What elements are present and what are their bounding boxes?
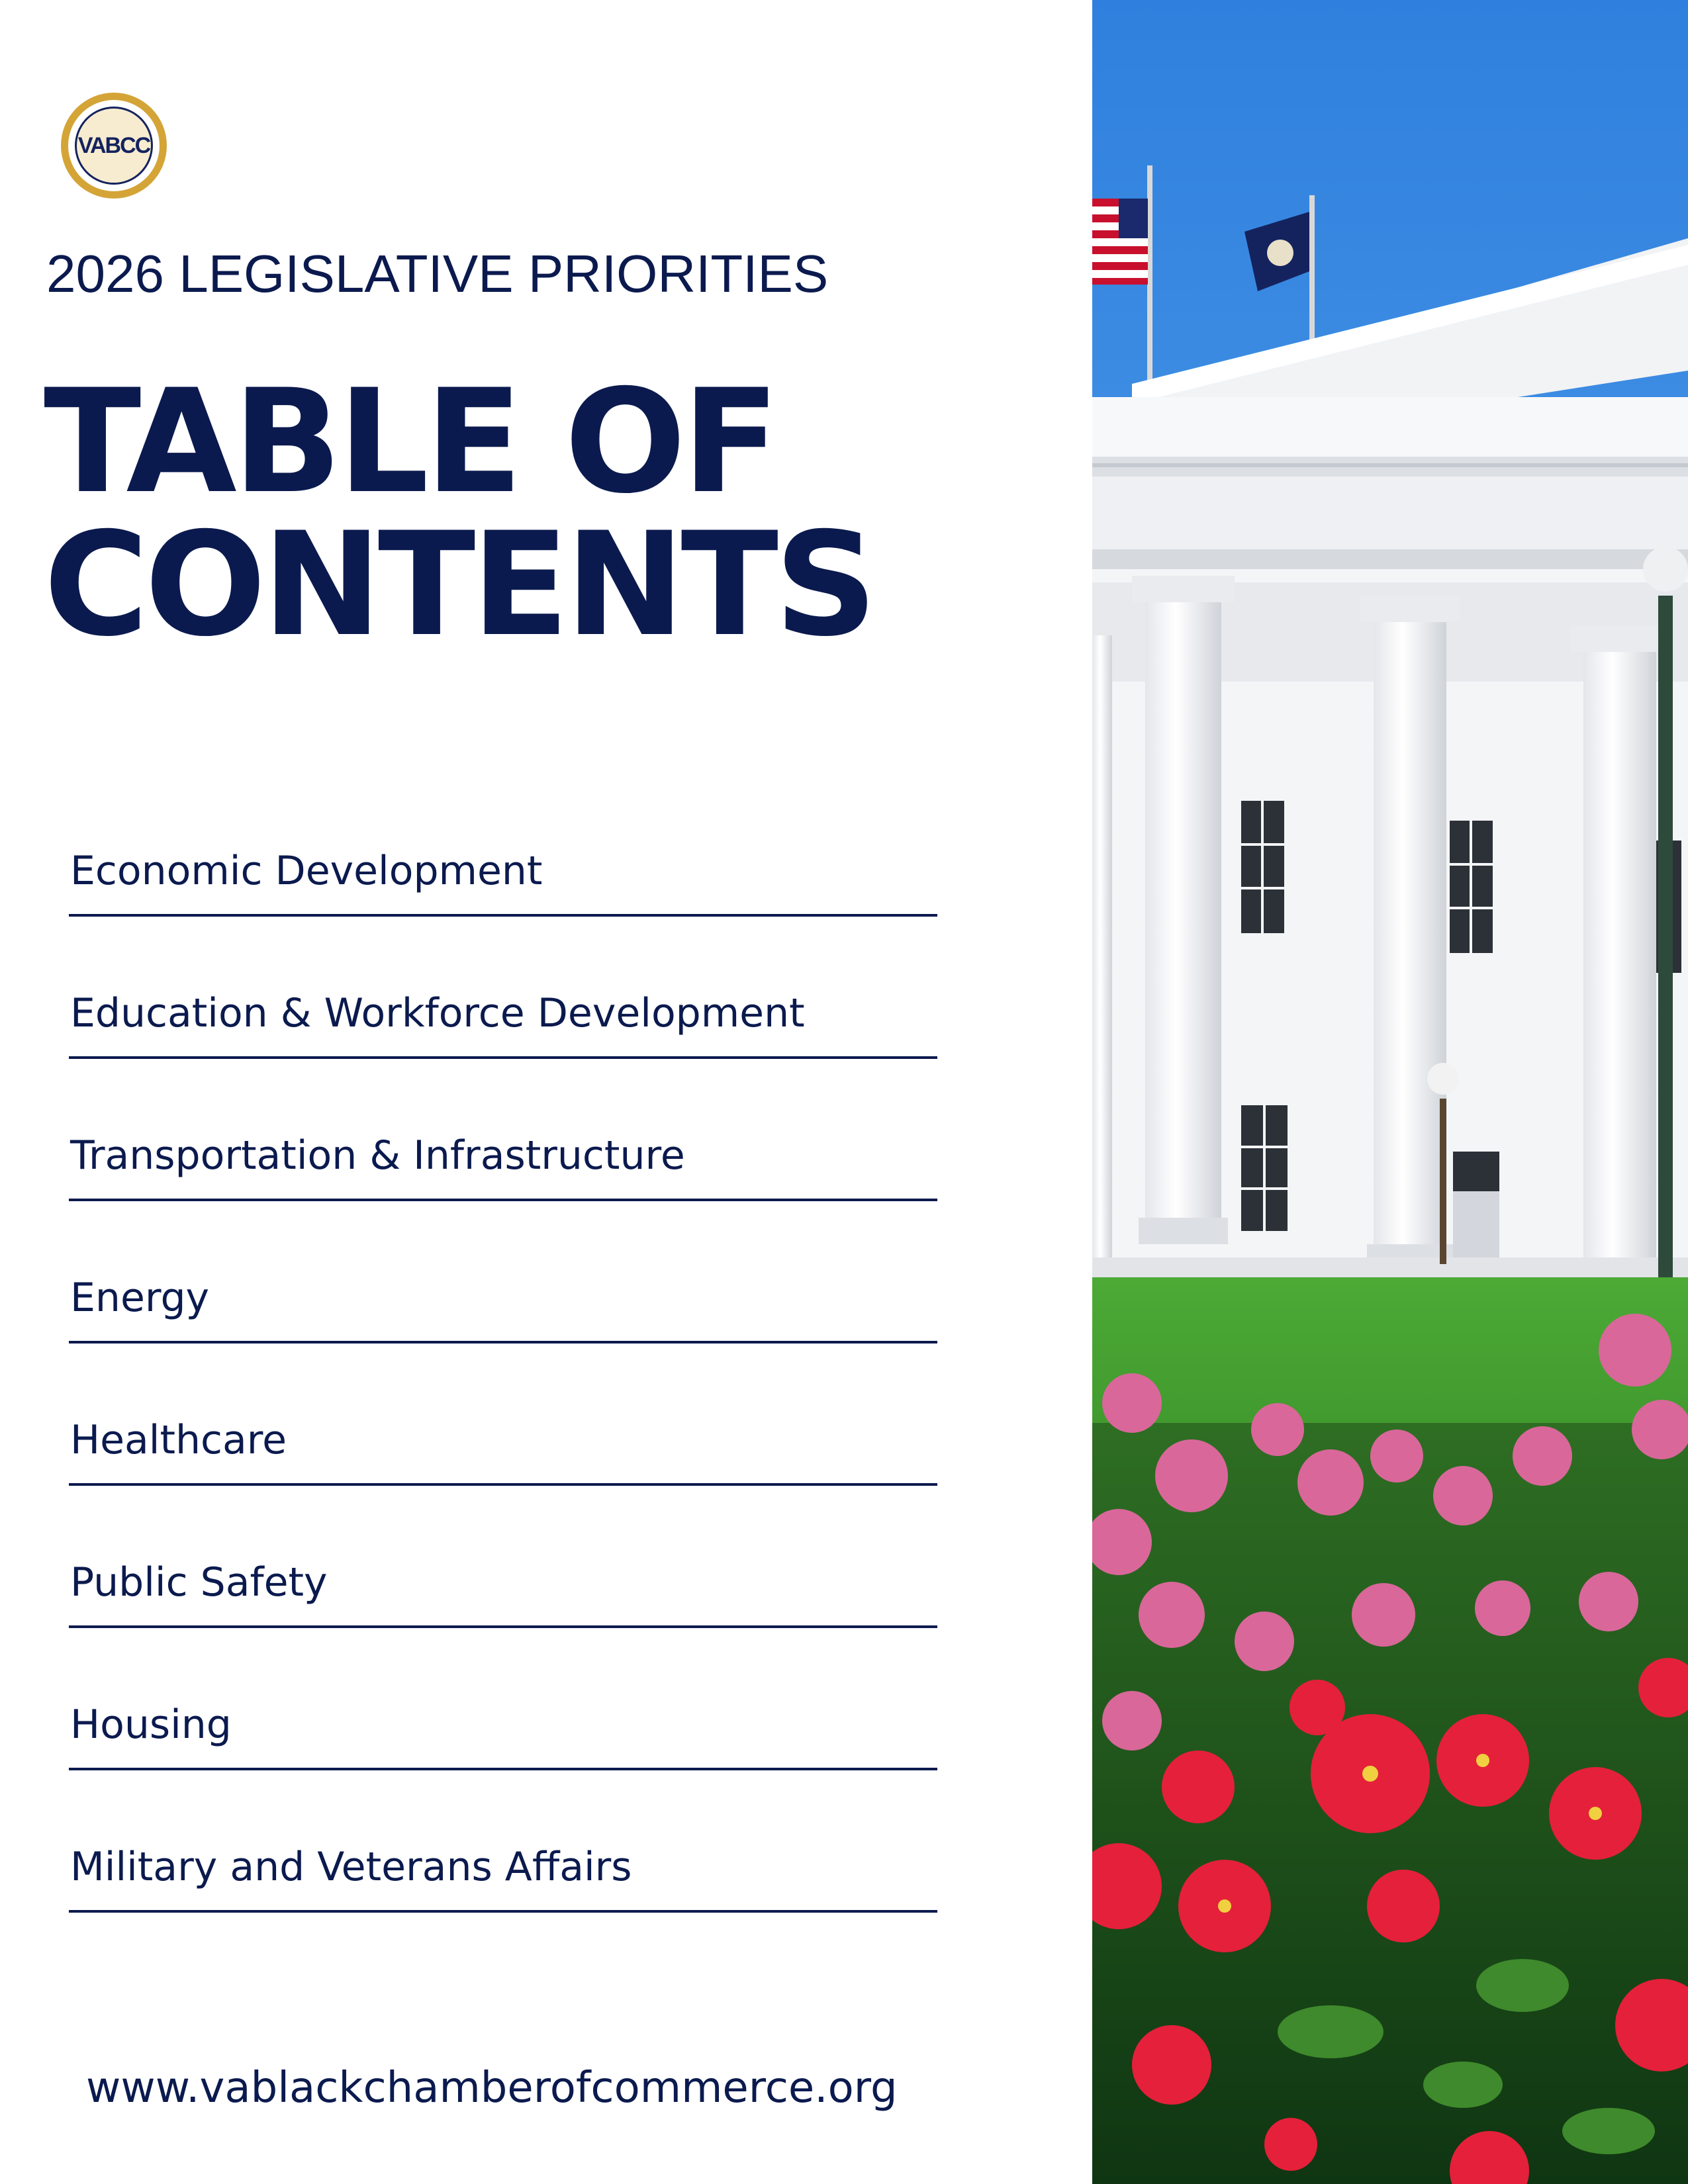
toc-item-label: Education & Workforce Development [70, 990, 805, 1036]
logo-text: VABCC [77, 132, 150, 158]
table-of-contents [69, 774, 937, 1913]
page-title-line-2: CONTENTS [44, 502, 874, 668]
toc-item-label: Transportation & Infrastructure [70, 1132, 685, 1179]
toc-item-energy[interactable] [69, 1201, 937, 1343]
toc-item-label: Military and Veterans Affairs [70, 1844, 632, 1890]
toc-item-label: Healthcare [70, 1417, 287, 1463]
toc-item-economic-development[interactable] [69, 774, 937, 917]
toc-item-label: Economic Development [70, 848, 543, 894]
toc-item-education-workforce[interactable] [69, 917, 937, 1059]
vabcc-logo [61, 93, 167, 199]
website-link[interactable]: www.vablackchamberofcommerce.org [86, 2064, 898, 2113]
toc-item-label: Public Safety [70, 1559, 328, 1606]
toc-item-label: Housing [70, 1702, 232, 1748]
capitol-building-photo [1092, 0, 1688, 2184]
document-subtitle: 2026 LEGISLATIVE PRIORITIES [46, 244, 829, 303]
toc-item-military-veterans[interactable] [69, 1770, 937, 1913]
toc-item-transportation-infrastructure[interactable] [69, 1059, 937, 1201]
toc-item-healthcare[interactable] [69, 1343, 937, 1486]
toc-item-label: Energy [70, 1275, 210, 1321]
page-title-line-1: TABLE OF [44, 359, 776, 525]
toc-item-housing[interactable] [69, 1628, 937, 1770]
page-title [44, 359, 874, 668]
toc-item-public-safety[interactable] [69, 1486, 937, 1628]
